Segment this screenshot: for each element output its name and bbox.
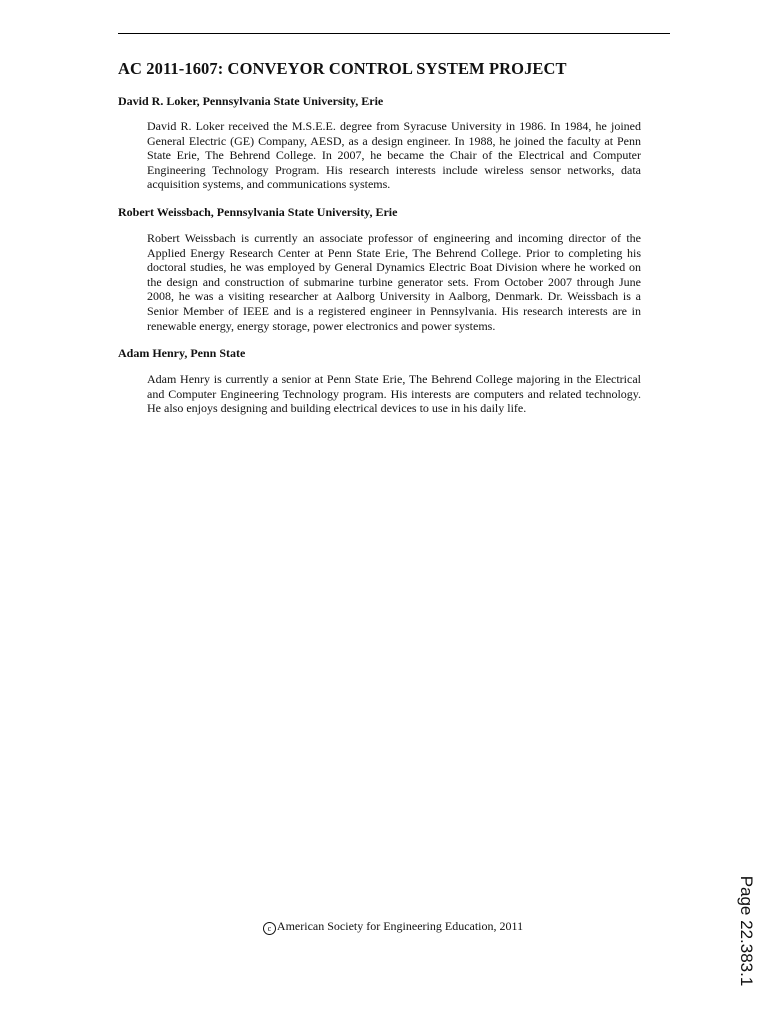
author-name-3: Adam Henry, Penn State xyxy=(118,346,246,360)
author-bio-1: David R. Loker received the M.S.E.E. degree from Syracuse University in 1986. In 1984, he joined General Electric (GE) Company, AESD, as a design engineer. In 1988, he joined the faculty at Penn State Erie, The Behrend College. In 2007, he became the Chair of the Electrical and Computer Engineering Technology Program. His research interests include wireless sensor networks, data acquisition systems, and communications systems. xyxy=(147,119,641,192)
author-bio-3: Adam Henry is currently a senior at Penn State Erie, The Behrend College majoring in the Electrical and Computer Engineering Technology program. His interests are computers and related technology. He also enjoys designing and building electrical devices to use in his daily life. xyxy=(147,372,641,416)
paper-title: AC 2011-1607: CONVEYOR CONTROL SYSTEM PROJECT xyxy=(118,59,567,78)
page-number-stamp: Page 22.383.1 xyxy=(737,875,756,987)
copyright-text: American Society for Engineering Education, 2011 xyxy=(276,919,524,933)
author-name-2: Robert Weissbach, Pennsylvania State University, Erie xyxy=(118,205,398,219)
header-rule xyxy=(118,33,670,34)
copyright-footer xyxy=(200,919,586,935)
author-name-1: David R. Loker, Pennsylvania State University, Erie xyxy=(118,94,384,108)
copyright-icon: c xyxy=(263,922,276,935)
author-bio-2: Robert Weissbach is currently an associate professor of engineering and incoming director of the Applied Energy Research Center at Penn State Erie, The Behrend College. Prior to completing his doctoral studies, he was employed by General Dynamics Electric Boat Division where he worked on the design and construction of submarine turbine generator sets. From October 2007 through June 2008, he was a visiting researcher at Aalborg University in Aalborg, Denmark. Dr. Weissbach is a Senior Member of IEEE and is a registered engineer in Pennsylvania. His research interests are in renewable energy, energy storage, power electronics and power systems. xyxy=(147,231,641,333)
